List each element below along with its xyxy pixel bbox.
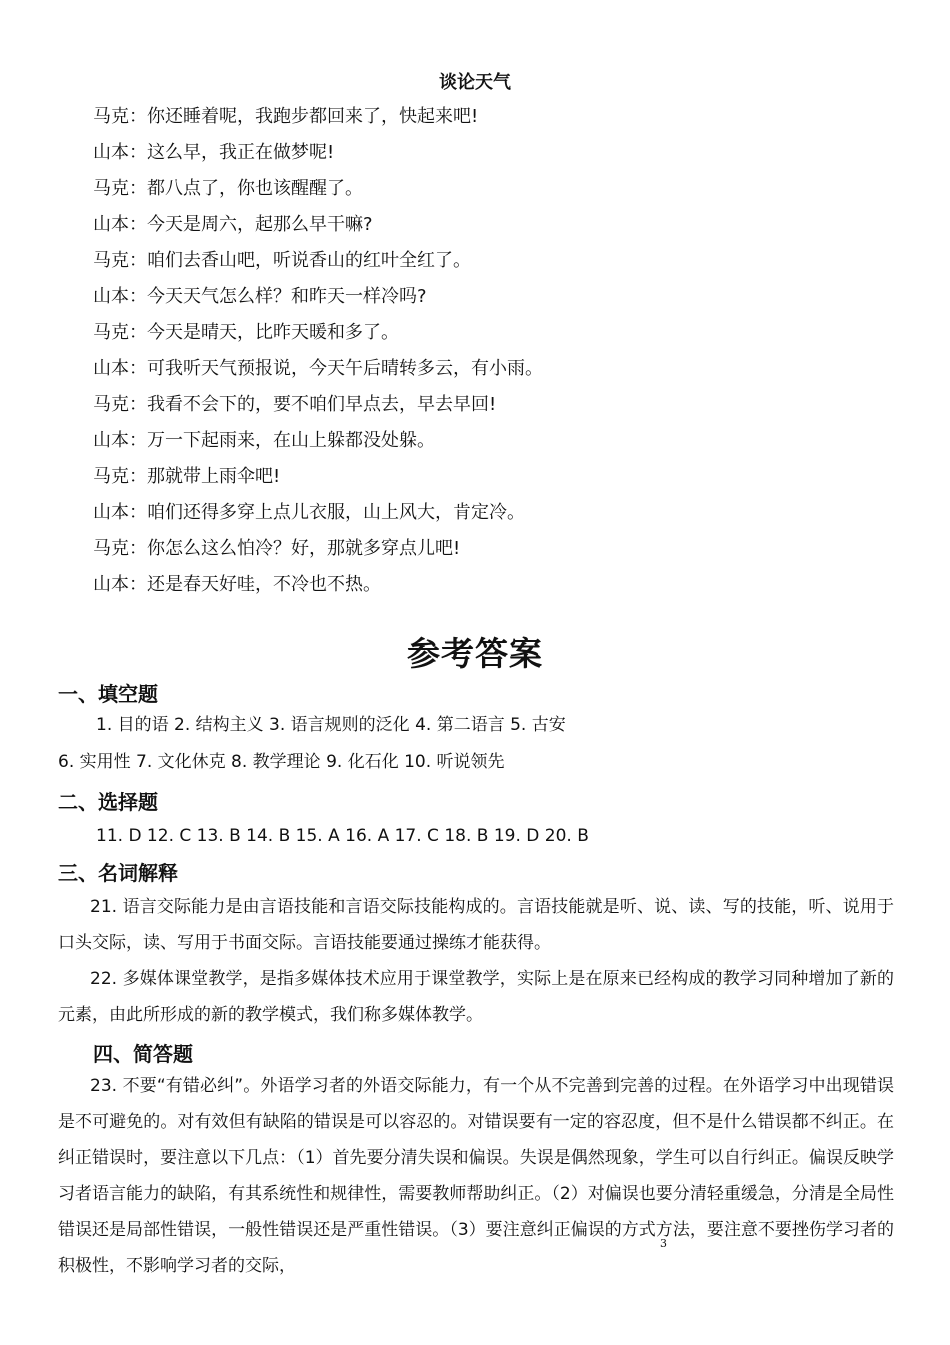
answer-paragraph-21: 21. 语言交际能力是由言语技能和言语交际技能构成的。言语技能就是听、说、读、写的技能，听、说用于口头交际，读、写用于书面交际。言语技能要通过操练才能获得。 (58, 897, 894, 953)
section-heading-choice: 二、选择题 (58, 790, 158, 814)
dialogue-title: 谈论天气 (439, 72, 511, 93)
dialogue-line: 马克：我看不会下的，要不咱们早点去，早去早回! (93, 394, 497, 415)
dialogue-line: 马克：今天是晴天，比昨天暖和多了。 (93, 322, 399, 343)
dialogue-line: 山本：今天是周六，起那么早干嘛? (93, 214, 373, 235)
answers-title: 参考答案 (407, 634, 543, 673)
dialogue-lines (93, 104, 543, 608)
answer-paragraph-22: 22. 多媒体课堂教学，是指多媒体技术应用于课堂教学，实际上是在原来已经构成的教学习同种增加了新的元素，由此所形成的新的教学模式，我们称多媒体教学。 (58, 969, 894, 1025)
dialogue-line: 山本：可我听天气预报说，今天午后晴转多云，有小雨。 (93, 358, 543, 379)
fill-answers-line-2: 6. 实用性 7. 文化休克 8. 教学理论 9. 化石化 10. 听说领先 (58, 752, 505, 772)
section-heading-short: 四、简答题 (93, 1042, 193, 1066)
dialogue-line: 山本：这么早，我正在做梦呢! (93, 142, 335, 163)
section-heading-terms: 三、名词解释 (58, 861, 178, 885)
dialogue-line: 马克：你还睡着呢，我跑步都回来了，快起来吧! (93, 106, 479, 127)
dialogue-line: 马克：那就带上雨伞吧! (93, 466, 281, 487)
answer-paragraph-23: 23. 不要“有错必纠”。外语学习者的外语交际能力，有一个从不完善到完善的过程。在外语学习中出现错误是不可避免的。对有效但有缺陷的错误是可以容忍的。对错误要有一定的容忍度，但不是什么错误都不纠正。在纠正错误时，要注意以下几点：（1）首先要分清失误和偏误。失误是偶然现象，学生可以自行纠正。偏误反映学习者语言能力的缺陷，有其系统性和规律性，需要教师帮助纠正。（2）对偏误也要分清轻重缓急，分清是全局性错误还是局部性错误，一般性错误还是严重性错误。（3）要注意纠正偏误的方式方法，要注意不要挫伤学习者的积极性，不影响学习者的交际， (58, 1076, 894, 1276)
page-number: 3 (660, 1237, 667, 1250)
choice-answers-line: 11. D 12. C 13. B 14. B 15. A 16. A 17. C 18. B 19. D 20. B (96, 826, 589, 846)
dialogue-line: 马克：咱们去香山吧，听说香山的红叶全红了。 (93, 250, 471, 271)
dialogue-line: 山本：还是春天好哇，不冷也不热。 (93, 574, 381, 595)
dialogue-line: 山本：咱们还得多穿上点儿衣服，山上风大，肯定冷。 (93, 502, 525, 523)
dialogue-line: 马克：你怎么这么怕冷？好，那就多穿点儿吧! (93, 538, 461, 559)
fill-answers-line-1: 1. 目的语 2. 结构主义 3. 语言规则的泛化 4. 第二语言 5. 古安 (96, 715, 566, 735)
section-heading-fill: 一、填空题 (58, 682, 158, 706)
dialogue-line: 马克：都八点了，你也该醒醒了。 (93, 178, 363, 199)
dialogue-line: 山本：今天天气怎么样？和昨天一样冷吗? (93, 286, 427, 307)
dialogue-line: 山本：万一下起雨来，在山上躲都没处躲。 (93, 430, 435, 451)
